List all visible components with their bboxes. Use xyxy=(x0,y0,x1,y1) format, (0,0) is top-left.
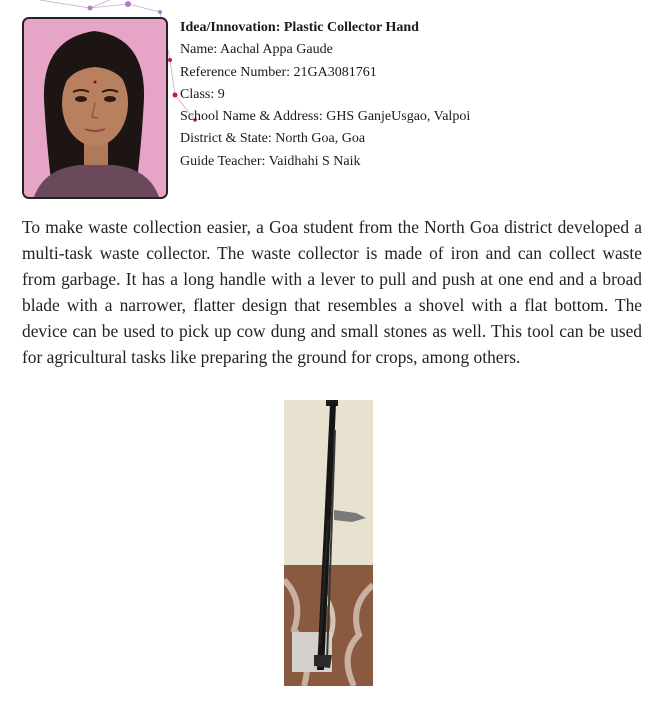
student-class: Class: 9 xyxy=(180,86,225,102)
student-name: Name: Aachal Appa Gaude xyxy=(180,42,333,58)
student-portrait-illustration xyxy=(24,19,166,197)
student-info xyxy=(180,17,470,173)
idea-title: Idea/Innovation: Plastic Collector Hand xyxy=(180,20,419,35)
student-photo xyxy=(22,17,168,199)
device-photo xyxy=(284,400,373,686)
guide-teacher: Guide Teacher: Vaidhahi S Naik xyxy=(180,153,361,169)
description-paragraph: To make waste collection easier, a Goa student from the North Goa district developed a multi-task waste collector. The waste collector is made of iron and can collect waste from garbage. It has a long handle with a lever to pull and push at one end and a broad blade with a narrower, flatter design that resembles a shovel with a flat bottom. The device can be used to pick up cow dung and small stones as well. This tool can be used for agricultural tasks like preparing the ground for crops, among others. xyxy=(22,217,642,367)
waste-collector-illustration xyxy=(284,400,373,686)
reference-number: Reference Number: 21GA3081761 xyxy=(180,64,377,80)
school-address: School Name & Address: GHS GanjeUsgao, Valpoi xyxy=(180,109,471,125)
district-state: District & State: North Goa, Goa xyxy=(180,131,366,147)
